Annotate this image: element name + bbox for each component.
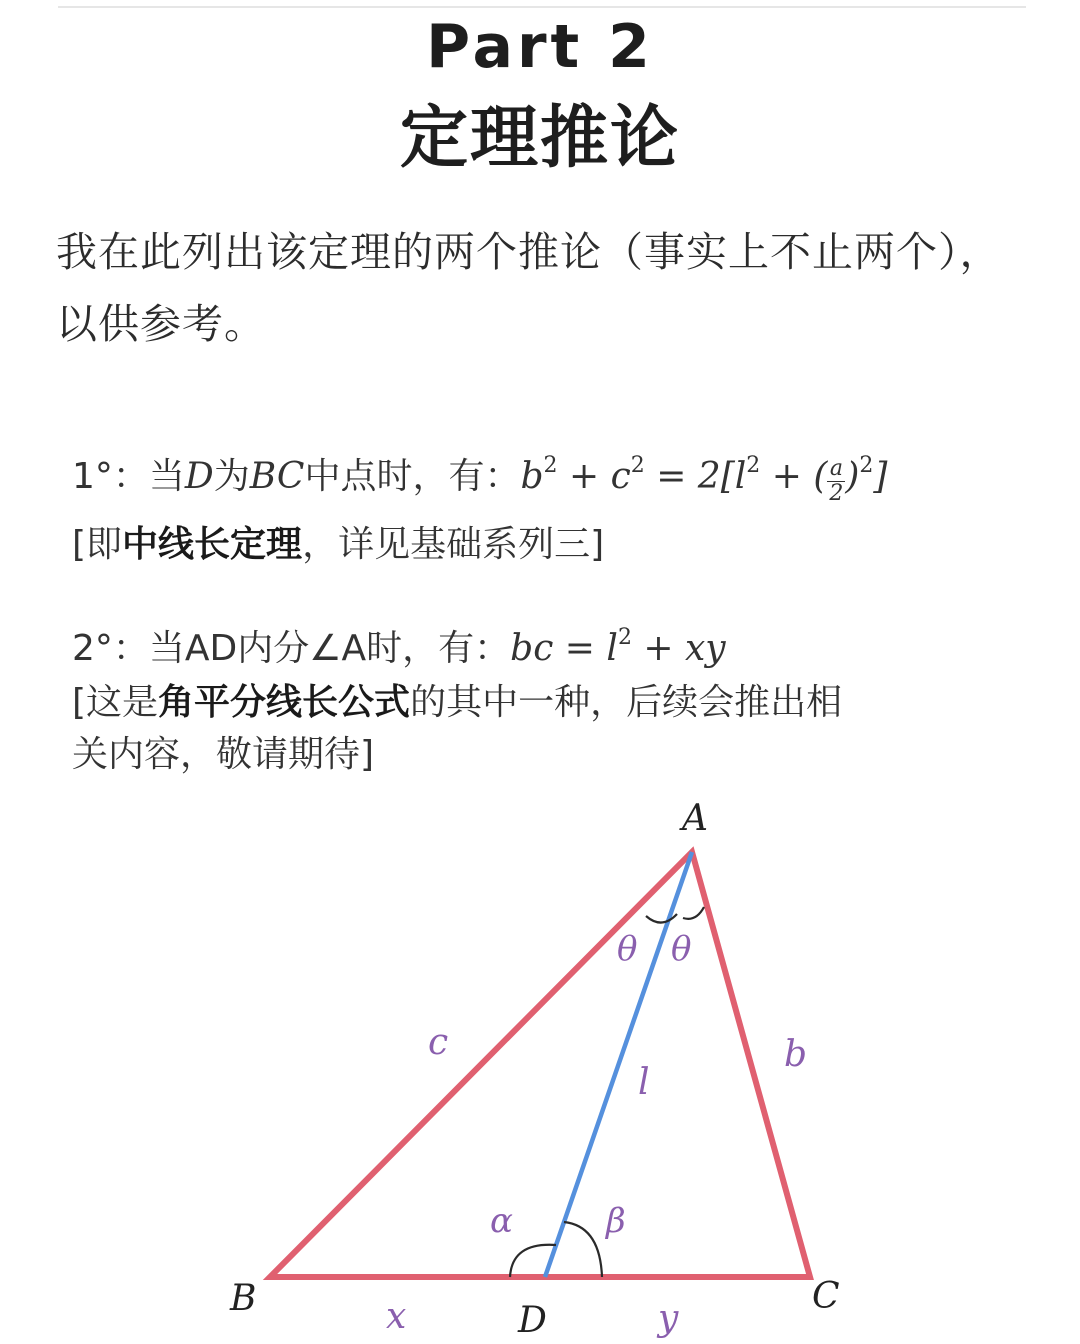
- frac-den: 2: [829, 481, 844, 506]
- label-segment-y: y: [658, 1298, 679, 1339]
- formula-eq: = 2[l: [644, 456, 747, 497]
- label-side-c: c: [428, 1022, 449, 1063]
- label-segment-x: x: [386, 1296, 407, 1337]
- formula-b: b: [520, 456, 544, 497]
- frac-num: a: [829, 456, 843, 481]
- formula-plus-c: + c: [557, 456, 631, 497]
- label-alpha: α: [490, 1201, 513, 1241]
- label-bisector-l: l: [638, 1062, 650, 1103]
- exp-4: 2: [859, 453, 874, 478]
- label-vertex-d: D: [518, 1300, 547, 1341]
- intro-paragraph: 我在此列出该定理的两个推论（事实上不止两个），以供参考。: [56, 228, 1002, 348]
- triangle-diagram: [0, 790, 1080, 1344]
- label-vertex-a: A: [682, 798, 708, 839]
- note-open: [即: [72, 524, 123, 565]
- exp-1: 2: [543, 453, 558, 478]
- label-vertex-b: B: [230, 1278, 257, 1319]
- var-bc: BC: [249, 456, 305, 497]
- exp-3: 2: [746, 453, 761, 478]
- label-theta-left: θ: [617, 929, 638, 969]
- corollary-2-note: [72, 674, 842, 725]
- label-vertex-c: C: [812, 1276, 840, 1317]
- fraction-a-over-2: [827, 458, 845, 505]
- note2-rest: 的其中一种，后续会推出相: [410, 682, 843, 723]
- corollary-1-condition: 中点时，有：: [304, 456, 521, 497]
- exp-2: 2: [630, 453, 645, 478]
- corollary-2-condition: 2°：当AD内分∠A时，有：: [72, 628, 511, 669]
- formula-close: ]: [873, 456, 888, 497]
- label-beta: β: [606, 1201, 626, 1241]
- corollary-1-note: [72, 516, 604, 567]
- angle-arc-a-right: [683, 907, 704, 919]
- triangle-abc: [270, 852, 810, 1277]
- exp-5: 2: [617, 625, 632, 650]
- formula-tail: + (: [760, 456, 828, 497]
- corollary-1: [72, 448, 887, 505]
- top-divider: [58, 6, 1026, 8]
- note2-open: [这是: [72, 682, 159, 723]
- median-theorem-name: 中线长定理: [122, 524, 303, 565]
- label-side-b: b: [784, 1034, 808, 1075]
- var-d: D: [184, 456, 214, 497]
- corollary-2: [72, 620, 726, 671]
- corollary-1-formula: [520, 453, 888, 506]
- formula-bc: bc = l: [510, 628, 618, 669]
- note2-line2: 关内容，敬请期待]: [72, 734, 375, 775]
- section-title: 定理推论: [399, 99, 680, 178]
- angle-arc-beta: [564, 1222, 602, 1277]
- corollary-2-note-line2: [72, 726, 374, 777]
- corollary-1-mid: 为: [213, 456, 250, 497]
- note-rest: ，详见基础系列三]: [302, 524, 605, 565]
- label-theta-right: θ: [671, 929, 692, 969]
- bisector-formula-name: 角平分线长公式: [158, 682, 411, 723]
- corollary-2-formula: [510, 625, 726, 669]
- corollary-1-prefix: 1°：当: [72, 456, 185, 497]
- part-heading: Part 2: [426, 12, 654, 82]
- formula-xy: + xy: [631, 628, 726, 669]
- formula-end: ): [845, 456, 860, 497]
